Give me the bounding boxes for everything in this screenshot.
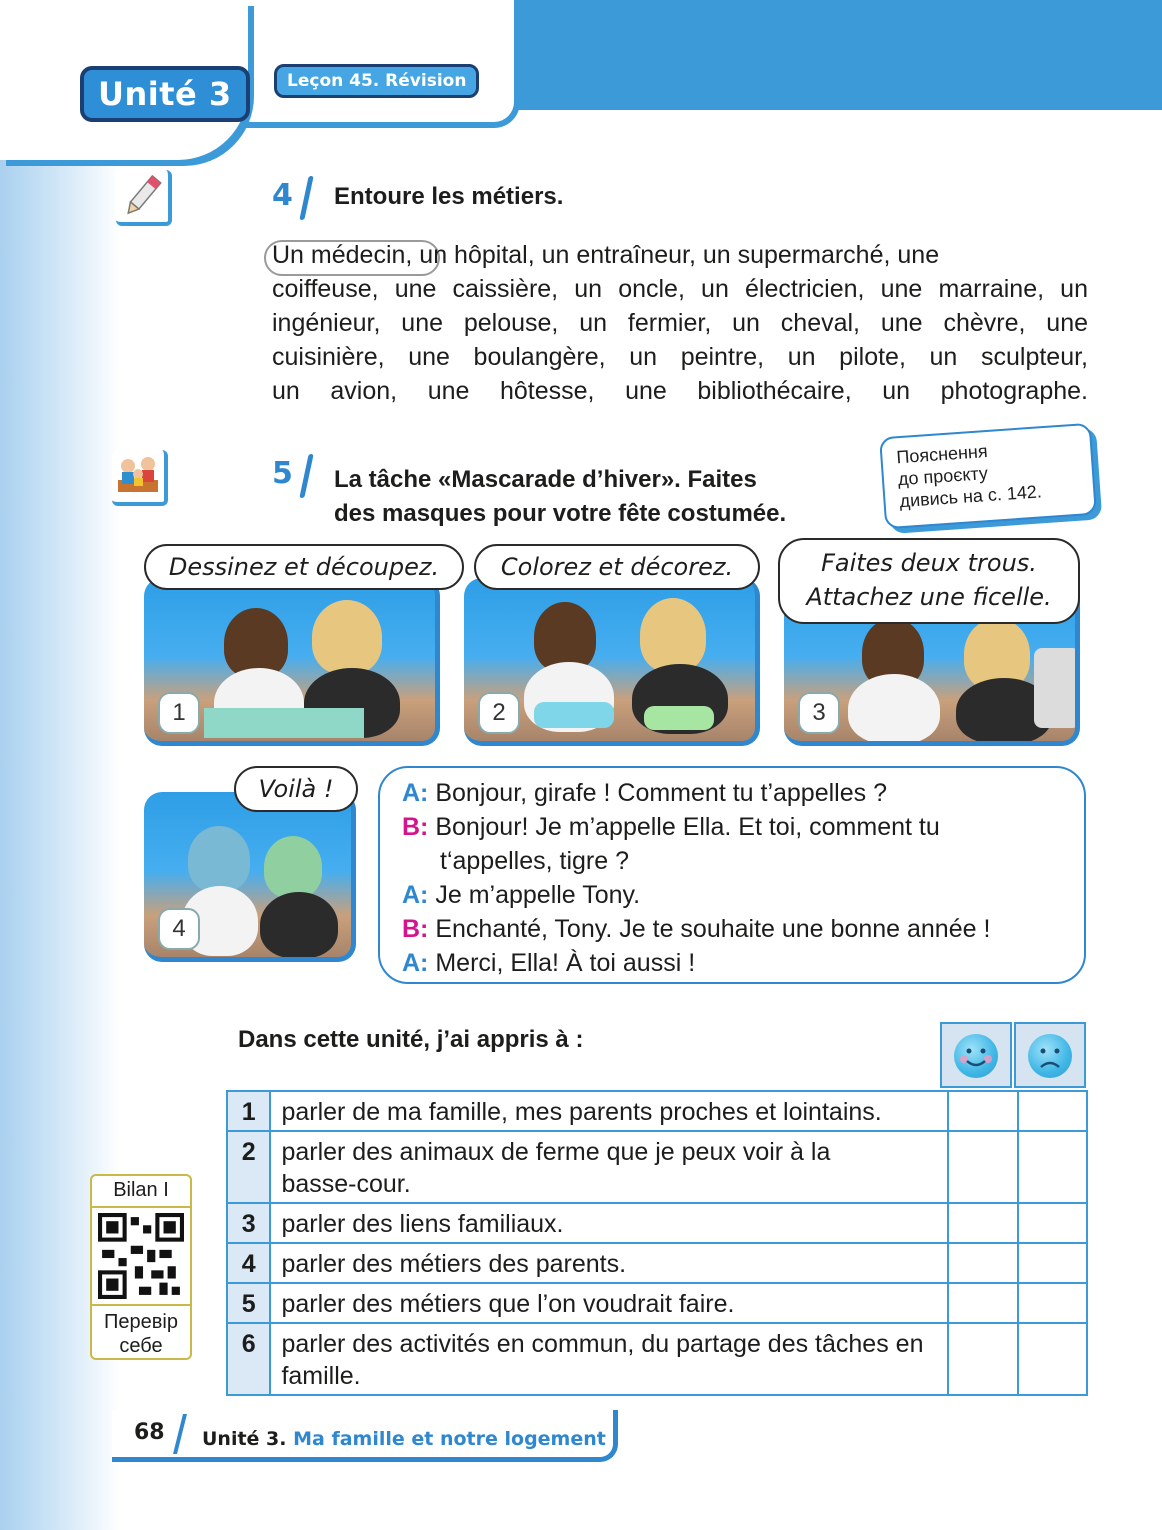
table-row bbox=[227, 1243, 1087, 1283]
dialogue-line-5 bbox=[402, 912, 990, 946]
speaker-a: A: bbox=[402, 779, 429, 807]
photo-2-number: 2 bbox=[478, 692, 520, 734]
photo-2-speech: Colorez et décorez. bbox=[474, 544, 760, 590]
footer-title: Ma famille et notre logement bbox=[293, 1428, 606, 1450]
lesson-badge: Leçon 45. Révision bbox=[274, 64, 479, 98]
row-number: 1 bbox=[227, 1091, 270, 1131]
exercise-4-number: 4 bbox=[272, 178, 293, 213]
dialogue-line-3 bbox=[402, 844, 990, 878]
word-list-line-4: cuisinière, une boulangère, un peintre, un pilote, un sculpteur, bbox=[272, 343, 1088, 371]
dialogue-text: Merci, Ella! À toi aussi ! bbox=[435, 949, 696, 977]
sad-checkbox[interactable] bbox=[1018, 1091, 1087, 1131]
dialogue-line-2 bbox=[402, 810, 990, 844]
self-check-heading: Dans cette unité, j’ai appris à : bbox=[238, 1026, 584, 1053]
footer-unit: Unité 3. bbox=[202, 1428, 287, 1450]
word-list-line-5: un avion, une hôtesse, une bibliothécaire, un photographe. bbox=[272, 377, 1088, 405]
qr-box bbox=[90, 1174, 192, 1360]
sad-checkbox[interactable] bbox=[1018, 1243, 1087, 1283]
sad-checkbox[interactable] bbox=[1018, 1323, 1087, 1395]
photo-3-speech-line-2: Attachez une ficelle. bbox=[806, 583, 1052, 611]
dialogue-line-4 bbox=[402, 878, 990, 912]
exercise-4-text bbox=[272, 238, 1088, 408]
row-number: 6 bbox=[227, 1323, 270, 1395]
row-number: 4 bbox=[227, 1243, 270, 1283]
qr-top-label: Bilan I bbox=[113, 1179, 169, 1201]
happy-column-header bbox=[940, 1022, 1012, 1088]
happy-checkbox[interactable] bbox=[948, 1131, 1017, 1203]
speaker-a: A: bbox=[402, 881, 429, 909]
row-text: parler des métiers que l’on voudrait faire. bbox=[270, 1283, 948, 1323]
dialogue-text: t‘appelles, tigre ? bbox=[440, 847, 630, 875]
table-row bbox=[227, 1283, 1087, 1323]
happy-checkbox[interactable] bbox=[948, 1203, 1017, 1243]
table-row bbox=[227, 1091, 1087, 1131]
dialogue bbox=[402, 776, 990, 980]
word-list-line-2: coiffeuse, une caissière, un oncle, un électricien, une marraine, un bbox=[272, 275, 1088, 303]
sad-checkbox[interactable] bbox=[1018, 1283, 1087, 1323]
note-line-3: дивись на с. 142. bbox=[898, 481, 1043, 512]
row-text: parler des activités en commun, du partage des tâches en famille. bbox=[270, 1323, 948, 1395]
qr-code-icon bbox=[98, 1213, 184, 1299]
dialogue-text: Bonjour! Je m’appelle Ella. Et toi, comment tu bbox=[435, 813, 940, 841]
word-list-line-3: ingénieur, une pelouse, un fermier, un cheval, une chèvre, une bbox=[272, 309, 1088, 337]
dialogue-text: Je m’appelle Tony. bbox=[435, 881, 641, 909]
word-list-line-1: , un hôpital, un entraîneur, un supermarché, une bbox=[405, 241, 940, 269]
pencil-icon bbox=[116, 170, 172, 226]
project-note bbox=[879, 423, 1097, 530]
photo-3-speech bbox=[778, 538, 1080, 624]
photo-3-speech-line-1: Faites deux trous. bbox=[821, 549, 1037, 577]
speaker-b: B: bbox=[402, 915, 429, 943]
table-row bbox=[227, 1131, 1087, 1203]
happy-face-icon bbox=[954, 1034, 998, 1078]
qr-code[interactable] bbox=[92, 1206, 190, 1306]
happy-checkbox[interactable] bbox=[948, 1091, 1017, 1131]
dialogue-line-1 bbox=[402, 776, 990, 810]
happy-checkbox[interactable] bbox=[948, 1323, 1017, 1395]
qr-bottom-label-line-2: себе bbox=[119, 1335, 163, 1357]
photo-1-speech: Dessinez et découpez. bbox=[144, 544, 464, 590]
exercise-5-title-line-1: La tâche «Mascarade d’hiver». Faites bbox=[334, 466, 757, 493]
footer-text bbox=[202, 1428, 606, 1450]
circled-example: Un médecin bbox=[272, 241, 406, 269]
row-text: parler des métiers des parents. bbox=[270, 1243, 948, 1283]
photo-1-number: 1 bbox=[158, 692, 200, 734]
sad-face-icon bbox=[1028, 1034, 1072, 1078]
exercise-4-divider bbox=[299, 176, 313, 220]
exercise-5-divider bbox=[299, 454, 313, 498]
header-bar bbox=[480, 0, 1162, 110]
exercise-5-title-line-2: des masques pour votre fête costumée. bbox=[334, 500, 787, 527]
photo-4-number: 4 bbox=[158, 908, 200, 950]
unit-badge: Unité 3 bbox=[80, 66, 250, 122]
speaker-a: A: bbox=[402, 949, 429, 977]
row-text: parler des liens familiaux. bbox=[270, 1203, 948, 1243]
note-line-1: Пояснення bbox=[895, 440, 989, 468]
dialogue-text: Enchanté, Tony. Je te souhaite une bonne année ! bbox=[435, 915, 991, 943]
row-text: parler des animaux de ferme que je peux voir à la basse-cour. bbox=[270, 1131, 948, 1203]
table-row bbox=[227, 1203, 1087, 1243]
sad-checkbox[interactable] bbox=[1018, 1131, 1087, 1203]
photo-3-number: 3 bbox=[798, 692, 840, 734]
dialogue-text: Bonjour, girafe ! Comment tu t’appelles ? bbox=[435, 779, 887, 807]
sad-column-header bbox=[1014, 1022, 1086, 1088]
table-row bbox=[227, 1323, 1087, 1395]
speaker-b: B: bbox=[402, 813, 429, 841]
self-check-table bbox=[226, 1090, 1088, 1396]
dialogue-line-6 bbox=[402, 946, 990, 980]
exercise-4-title: Entoure les métiers. bbox=[334, 183, 564, 210]
page-number: 68 bbox=[134, 1420, 165, 1445]
group-work-icon bbox=[112, 450, 168, 506]
exercise-5-title bbox=[334, 463, 786, 531]
row-text: parler de ma famille, mes parents proches et lointains. bbox=[270, 1091, 948, 1131]
exercise-5-number: 5 bbox=[272, 456, 293, 491]
note-line-2: до проєкту bbox=[897, 463, 989, 490]
photo-4-speech: Voilà ! bbox=[234, 766, 358, 812]
happy-checkbox[interactable] bbox=[948, 1243, 1017, 1283]
row-number: 5 bbox=[227, 1283, 270, 1323]
row-number: 2 bbox=[227, 1131, 270, 1203]
happy-checkbox[interactable] bbox=[948, 1283, 1017, 1323]
row-number: 3 bbox=[227, 1203, 270, 1243]
qr-bottom-label-line-1: Перевір bbox=[104, 1311, 178, 1333]
sad-checkbox[interactable] bbox=[1018, 1203, 1087, 1243]
